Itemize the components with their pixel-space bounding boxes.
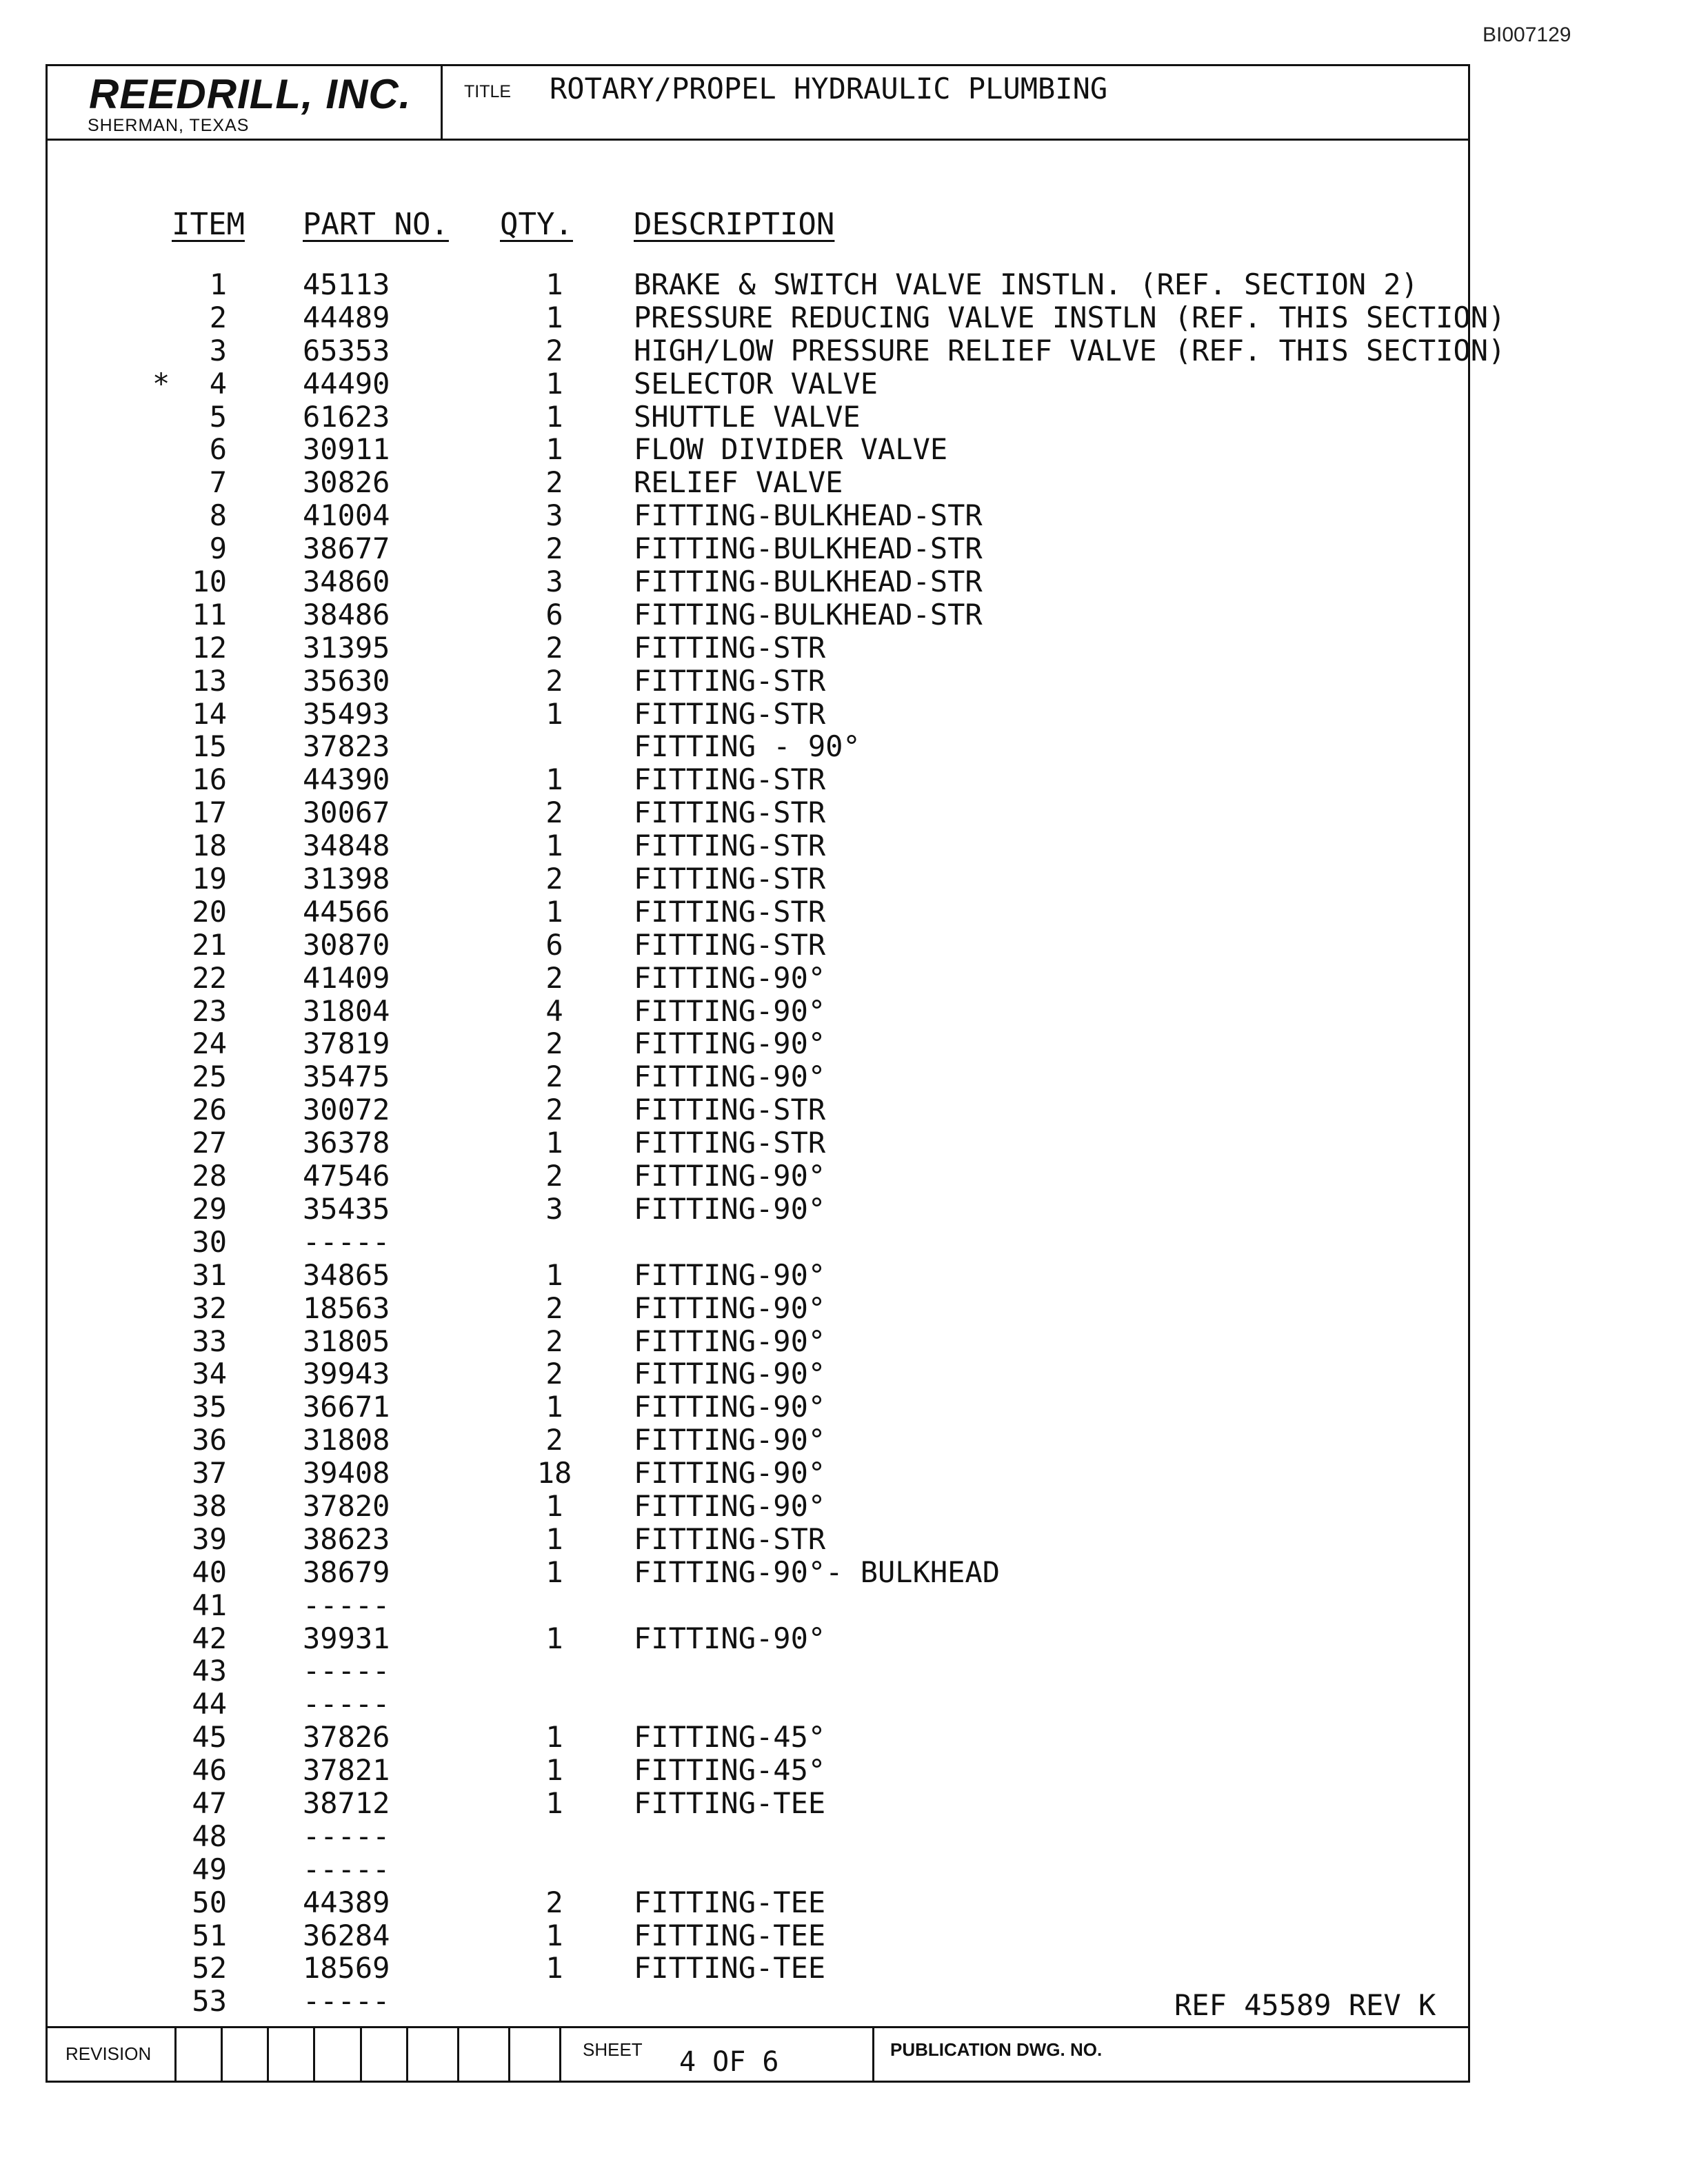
item-number: 22 xyxy=(192,960,227,995)
part-number: 35475 xyxy=(303,1060,390,1094)
quantity: 2 xyxy=(545,960,563,995)
description: FITTING-90° xyxy=(634,993,826,1028)
quantity: 2 xyxy=(545,1291,563,1325)
part-number: ----- xyxy=(303,1588,390,1622)
description: FITTING-90° xyxy=(634,1027,826,1061)
table-row xyxy=(48,1655,1468,1688)
item-number: 36 xyxy=(192,1423,227,1457)
quantity: 2 xyxy=(545,1324,563,1358)
part-number: 38679 xyxy=(303,1555,390,1589)
sheet-number: 4 OF 6 xyxy=(679,2046,779,2078)
description: FITTING-TEE xyxy=(634,1786,826,1820)
quantity: 1 xyxy=(545,1753,563,1788)
part-number: 36671 xyxy=(303,1390,390,1424)
table-row xyxy=(48,1226,1468,1259)
item-number: 43 xyxy=(192,1654,227,1688)
description: FITTING-90° xyxy=(634,1257,826,1292)
revision-cell-divider xyxy=(313,2028,315,2081)
table-row xyxy=(48,1754,1468,1787)
item-number: 14 xyxy=(192,696,227,731)
table-row xyxy=(48,300,1506,334)
item-number: 21 xyxy=(192,927,227,962)
quantity: 1 xyxy=(545,300,563,334)
description: FITTING-90° xyxy=(634,1423,826,1457)
quantity: 1 xyxy=(545,894,563,929)
description: SHUTTLE VALVE xyxy=(634,399,861,434)
revision-cell-divider xyxy=(174,2028,177,2081)
description: FITTING-STR xyxy=(634,862,826,896)
quantity: 6 xyxy=(545,927,563,962)
part-number: 44389 xyxy=(303,1885,390,1919)
item-number: 16 xyxy=(192,762,227,797)
parts-list-form xyxy=(46,64,1506,2083)
quantity: 1 xyxy=(545,829,563,863)
item-number: 34 xyxy=(192,1357,227,1391)
part-number: 44390 xyxy=(303,762,390,797)
quantity: 1 xyxy=(545,1951,563,1985)
part-number: 47546 xyxy=(303,1159,390,1193)
part-number: 44566 xyxy=(303,894,390,929)
table-row xyxy=(48,1688,1468,1721)
table-row xyxy=(48,1093,1468,1126)
company-location: SHERMAN, TEXAS xyxy=(88,116,250,135)
item-number: 4 xyxy=(209,366,227,401)
part-number: 34865 xyxy=(303,1257,390,1292)
description: FITTING-BULKHEAD-STR xyxy=(634,565,983,599)
part-number: 31805 xyxy=(303,1324,390,1358)
description: FITTING-90° xyxy=(634,960,826,995)
quantity: 3 xyxy=(545,498,563,533)
table-row xyxy=(48,532,1468,565)
item-number: 5 xyxy=(209,399,227,434)
part-number: 41004 xyxy=(303,498,390,533)
quantity: 2 xyxy=(545,630,563,665)
item-number: 11 xyxy=(192,597,227,631)
description: HIGH/LOW PRESSURE RELIEF VALVE (REF. THIS SECTION) xyxy=(634,333,1506,367)
part-number: 41409 xyxy=(303,960,390,995)
table-row xyxy=(48,796,1468,829)
table-row xyxy=(48,598,1468,631)
part-number: 30870 xyxy=(303,927,390,962)
quantity: 2 xyxy=(545,1357,563,1391)
table-row xyxy=(48,367,1468,401)
footer-block xyxy=(48,2026,1468,2081)
part-number: ----- xyxy=(303,1687,390,1721)
quantity: 2 xyxy=(545,333,563,367)
description: FITTING-90° xyxy=(634,1357,826,1391)
title-block xyxy=(48,66,1468,141)
description: FITTING-90°- BULKHEAD xyxy=(634,1555,1001,1589)
table-row xyxy=(48,1292,1468,1325)
table-row xyxy=(48,665,1468,698)
item-number: 19 xyxy=(192,862,227,896)
publication-dwg-label: PUBLICATION DWG. NO. xyxy=(890,2039,1103,2060)
revision-cell-divider xyxy=(267,2028,269,2081)
table-row xyxy=(48,962,1468,995)
table-row xyxy=(48,995,1468,1028)
item-number: 23 xyxy=(192,993,227,1028)
quantity: 1 xyxy=(545,1621,563,1655)
quantity: 3 xyxy=(545,1191,563,1226)
table-row xyxy=(48,333,1506,367)
item-number: 24 xyxy=(192,1027,227,1061)
item-number: 47 xyxy=(192,1786,227,1820)
reference-revision: REF 45589 REV K xyxy=(1174,1988,1436,2022)
company-name: REEDRILL, INC. xyxy=(89,71,412,117)
item-number: 29 xyxy=(192,1191,227,1226)
table-row xyxy=(48,1126,1468,1160)
quantity: 18 xyxy=(536,1456,572,1490)
table-row xyxy=(48,401,1468,434)
item-number: 8 xyxy=(209,498,227,533)
table-row xyxy=(48,829,1468,862)
item-number: 1 xyxy=(209,267,227,301)
part-number: 37820 xyxy=(303,1488,390,1523)
part-number: 45113 xyxy=(303,267,390,301)
item-number: 13 xyxy=(192,663,227,698)
quantity: 2 xyxy=(545,796,563,830)
part-number: 30072 xyxy=(303,1093,390,1127)
table-row xyxy=(48,1721,1468,1754)
description: FITTING-BULKHEAD-STR xyxy=(634,597,983,631)
description: FITTING-90° xyxy=(634,1191,826,1226)
quantity: 2 xyxy=(545,663,563,698)
item-number: 33 xyxy=(192,1324,227,1358)
table-row xyxy=(48,565,1468,598)
column-header-item: ITEM xyxy=(172,207,245,242)
item-number: 2 xyxy=(209,300,227,334)
description: FITTING-STR xyxy=(634,1521,826,1556)
description: FITTING - 90° xyxy=(634,729,861,764)
quantity: 1 xyxy=(545,696,563,731)
description: FITTING-90° xyxy=(634,1291,826,1325)
quantity: 1 xyxy=(545,1786,563,1820)
table-row xyxy=(48,763,1468,796)
part-number: 38623 xyxy=(303,1521,390,1556)
revision-cell-divider xyxy=(508,2028,510,2081)
description: FITTING-90° xyxy=(634,1488,826,1523)
quantity: 2 xyxy=(545,1423,563,1457)
part-number: 30911 xyxy=(303,432,390,467)
table-row xyxy=(48,1523,1468,1556)
item-number: 39 xyxy=(192,1521,227,1556)
description: FITTING-90° xyxy=(634,1621,826,1655)
table-row xyxy=(48,1357,1468,1391)
description: FITTING-STR xyxy=(634,829,826,863)
quantity: 1 xyxy=(545,1390,563,1424)
table-row xyxy=(48,1490,1468,1523)
item-number: 15 xyxy=(192,729,227,764)
revision-label: REVISION xyxy=(66,2043,152,2064)
item-number: 48 xyxy=(192,1819,227,1853)
item-number: 38 xyxy=(192,1488,227,1523)
description: FITTING-45° xyxy=(634,1753,826,1788)
description: FITTING-90° xyxy=(634,1390,826,1424)
table-row xyxy=(48,1457,1468,1490)
item-number: 49 xyxy=(192,1852,227,1886)
part-number: 36284 xyxy=(303,1918,390,1952)
item-number: 41 xyxy=(192,1588,227,1622)
description: FLOW DIVIDER VALVE xyxy=(634,432,948,467)
description: FITTING-90° xyxy=(634,1060,826,1094)
table-row xyxy=(48,1787,1468,1820)
description: FITTING-STR xyxy=(634,894,826,929)
item-number: 40 xyxy=(192,1555,227,1589)
description: FITTING-BULKHEAD-STR xyxy=(634,532,983,566)
part-number: 37823 xyxy=(303,729,390,764)
item-number: 28 xyxy=(192,1159,227,1193)
part-number: 34848 xyxy=(303,829,390,863)
item-number: 50 xyxy=(192,1885,227,1919)
item-number: 26 xyxy=(192,1093,227,1127)
table-row xyxy=(48,1952,1468,1985)
quantity: 1 xyxy=(545,267,563,301)
item-number: 9 xyxy=(209,532,227,566)
quantity: 1 xyxy=(545,1126,563,1160)
quantity: 2 xyxy=(545,862,563,896)
description: FITTING-TEE xyxy=(634,1951,826,1985)
part-number: 39931 xyxy=(303,1621,390,1655)
quantity: 2 xyxy=(545,1885,563,1919)
item-number: 31 xyxy=(192,1257,227,1292)
part-number: 35630 xyxy=(303,663,390,698)
table-row xyxy=(48,1622,1468,1655)
parts-table xyxy=(48,267,1506,2019)
quantity: 1 xyxy=(545,1488,563,1523)
table-row xyxy=(48,631,1468,665)
description: FITTING-STR xyxy=(634,1126,826,1160)
part-number: 44489 xyxy=(303,300,390,334)
item-number: 10 xyxy=(192,565,227,599)
table-row xyxy=(48,1325,1468,1358)
item-number: 46 xyxy=(192,1753,227,1788)
table-row xyxy=(48,862,1468,896)
item-number: 12 xyxy=(192,630,227,665)
sheet-label: SHEET xyxy=(583,2039,643,2060)
part-number: 39943 xyxy=(303,1357,390,1391)
description: BRAKE & SWITCH VALVE INSTLN. (REF. SECTION 2) xyxy=(634,267,1418,301)
revision-cell-divider xyxy=(360,2028,362,2081)
item-number: 37 xyxy=(192,1456,227,1490)
part-number: 38677 xyxy=(303,532,390,566)
quantity: 4 xyxy=(545,993,563,1028)
description: FITTING-90° xyxy=(634,1456,826,1490)
description: FITTING-STR xyxy=(634,1093,826,1127)
quantity: 1 xyxy=(545,1521,563,1556)
part-number: ----- xyxy=(303,1852,390,1886)
revision-cell-divider xyxy=(406,2028,408,2081)
part-number: 36378 xyxy=(303,1126,390,1160)
quantity: 1 xyxy=(545,762,563,797)
table-row xyxy=(48,466,1468,499)
part-number: 31804 xyxy=(303,993,390,1028)
table-row xyxy=(48,499,1468,532)
page-title: ROTARY/PROPEL HYDRAULIC PLUMBING xyxy=(550,72,1108,105)
quantity: 1 xyxy=(545,432,563,467)
description: FITTING-STR xyxy=(634,927,826,962)
item-number: 18 xyxy=(192,829,227,863)
item-number: 44 xyxy=(192,1687,227,1721)
part-number: 65353 xyxy=(303,333,390,367)
column-header-description: DESCRIPTION xyxy=(634,207,835,242)
item-number: 32 xyxy=(192,1291,227,1325)
table-row xyxy=(48,1853,1468,1886)
item-number: 17 xyxy=(192,796,227,830)
part-number: 34860 xyxy=(303,565,390,599)
item-number: 45 xyxy=(192,1720,227,1755)
part-number: ----- xyxy=(303,1819,390,1853)
table-row xyxy=(48,1391,1468,1424)
part-number: 35493 xyxy=(303,696,390,731)
table-row xyxy=(48,1886,1468,1919)
description: PRESSURE REDUCING VALVE INSTLN (REF. THIS SECTION) xyxy=(634,300,1506,334)
description: FITTING-STR xyxy=(634,696,826,731)
item-number: 25 xyxy=(192,1060,227,1094)
part-number: 30826 xyxy=(303,465,390,500)
part-number: 35435 xyxy=(303,1191,390,1226)
table-row xyxy=(48,1027,1468,1060)
item-number: 53 xyxy=(192,1984,227,2019)
table-row xyxy=(48,1589,1468,1622)
revision-cell-divider xyxy=(221,2028,223,2081)
item-number: 52 xyxy=(192,1951,227,1985)
document-id: BI007129 xyxy=(1483,23,1571,46)
description: FITTING-90° xyxy=(634,1159,826,1193)
column-header-qty: QTY. xyxy=(500,207,573,242)
revision-cell-divider xyxy=(559,2028,561,2081)
table-row xyxy=(48,1060,1468,1093)
item-number: 42 xyxy=(192,1621,227,1655)
table-row xyxy=(48,1193,1468,1226)
item-marker: * xyxy=(152,366,170,401)
footer-divider xyxy=(872,2028,874,2081)
description: FITTING-TEE xyxy=(634,1918,826,1952)
description: FITTING-STR xyxy=(634,762,826,797)
table-row xyxy=(48,1919,1468,1952)
item-number: 3 xyxy=(209,333,227,367)
table-row xyxy=(48,433,1468,466)
part-number: ----- xyxy=(303,1224,390,1259)
item-number: 7 xyxy=(209,465,227,500)
item-number: 51 xyxy=(192,1918,227,1952)
part-number: 31808 xyxy=(303,1423,390,1457)
part-number: 38486 xyxy=(303,597,390,631)
quantity: 6 xyxy=(545,597,563,631)
item-number: 6 xyxy=(209,432,227,467)
quantity: 1 xyxy=(545,399,563,434)
table-row xyxy=(48,1820,1468,1853)
table-row xyxy=(48,268,1468,301)
column-header-part-no: PART NO. xyxy=(303,207,449,242)
quantity: 1 xyxy=(545,366,563,401)
quantity: 2 xyxy=(545,1027,563,1061)
table-row xyxy=(48,929,1468,962)
part-number: 61623 xyxy=(303,399,390,434)
table-row xyxy=(48,1424,1468,1457)
quantity: 1 xyxy=(545,1555,563,1589)
header-divider xyxy=(441,66,443,139)
quantity: 1 xyxy=(545,1720,563,1755)
title-label: TITLE xyxy=(464,82,512,101)
description: FITTING-STR xyxy=(634,630,826,665)
item-number: 35 xyxy=(192,1390,227,1424)
table-row xyxy=(48,1160,1468,1193)
item-number: 27 xyxy=(192,1126,227,1160)
part-number: 37826 xyxy=(303,1720,390,1755)
table-row xyxy=(48,1556,1468,1589)
item-number: 30 xyxy=(192,1224,227,1259)
quantity: 1 xyxy=(545,1918,563,1952)
quantity: 2 xyxy=(545,1060,563,1094)
revision-cell-divider xyxy=(457,2028,459,2081)
quantity: 1 xyxy=(545,1257,563,1292)
part-number: 31395 xyxy=(303,630,390,665)
part-number: 37821 xyxy=(303,1753,390,1788)
item-number: 20 xyxy=(192,894,227,929)
part-number: 44490 xyxy=(303,366,390,401)
part-number: 39408 xyxy=(303,1456,390,1490)
table-row xyxy=(48,730,1468,763)
table-row xyxy=(48,896,1468,929)
table-row xyxy=(48,698,1468,731)
part-number: 18569 xyxy=(303,1951,390,1985)
quantity: 3 xyxy=(545,565,563,599)
quantity: 2 xyxy=(545,1159,563,1193)
quantity: 2 xyxy=(545,1093,563,1127)
quantity: 2 xyxy=(545,532,563,566)
description: FITTING-BULKHEAD-STR xyxy=(634,498,983,533)
description: FITTING-TEE xyxy=(634,1885,826,1919)
part-number: 31398 xyxy=(303,862,390,896)
description: FITTING-STR xyxy=(634,796,826,830)
description: FITTING-90° xyxy=(634,1324,826,1358)
table-row xyxy=(48,1259,1468,1292)
part-number: 38712 xyxy=(303,1786,390,1820)
part-number: 18563 xyxy=(303,1291,390,1325)
description: FITTING-STR xyxy=(634,663,826,698)
description: FITTING-45° xyxy=(634,1720,826,1755)
part-number: ----- xyxy=(303,1984,390,2019)
description: RELIEF VALVE xyxy=(634,465,843,500)
part-number: 30067 xyxy=(303,796,390,830)
description: SELECTOR VALVE xyxy=(634,366,878,401)
part-number: ----- xyxy=(303,1654,390,1688)
quantity: 2 xyxy=(545,465,563,500)
part-number: 37819 xyxy=(303,1027,390,1061)
